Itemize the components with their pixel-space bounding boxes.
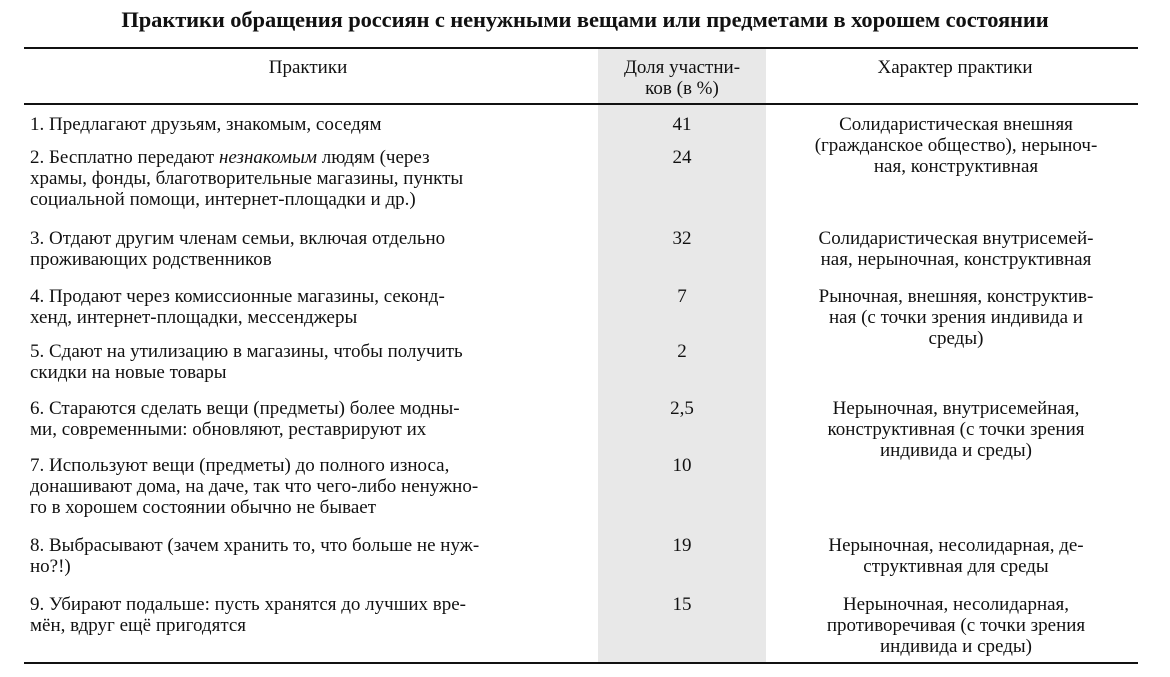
character-line: Рыночная, внешняя, конструктив- — [818, 286, 1094, 307]
practice-line: 9. Убирают подальше: пусть хранятся до лучших вре- — [30, 594, 466, 615]
character-line: (гражданское общество), нерыноч- — [814, 135, 1098, 156]
practice-line: донашивают дома, на даче, так что чего-либо ненужно- — [30, 476, 479, 497]
practice-line: но?!) — [30, 556, 71, 577]
character-line: противоречивая (с точки зрения — [826, 615, 1086, 636]
header-character: Характер практики — [877, 57, 1033, 78]
character-line: Нерыночная, несолидарная, де- — [828, 535, 1084, 556]
table-title: Практики обращения россиян с ненужными вещами или предметами в хорошем состоянии — [121, 7, 1049, 32]
practice-line: 5. Сдают на утилизацию в магазины, чтобы получить — [30, 341, 463, 362]
practice-line: ми, современными: обновляют, реставрируют их — [30, 419, 427, 440]
practice-cell — [30, 147, 595, 210]
practice-line: го в хорошем состоянии обычно не бывает — [30, 497, 377, 518]
share-cell: 41 — [672, 114, 692, 135]
share-cell: 2 — [677, 341, 687, 362]
share-cell: 24 — [672, 147, 692, 168]
practice-cell — [30, 228, 595, 270]
header-rule — [24, 103, 1138, 105]
character-line: среды) — [928, 328, 984, 349]
header-share-line: Доля участни- — [623, 57, 741, 78]
character-cell — [770, 398, 1142, 461]
character-cell — [770, 286, 1142, 349]
top-rule — [24, 47, 1138, 49]
character-line: Нерыночная, несолидарная, — [842, 594, 1070, 615]
share-cell: 7 — [677, 286, 687, 307]
character-line: Нерыночная, внутрисемейная, — [832, 398, 1080, 419]
practice-line: 4. Продают через комиссионные магазины, секонд- — [30, 286, 445, 307]
share-cell: 10 — [672, 455, 692, 476]
practice-cell — [30, 594, 595, 636]
share-cell: 15 — [672, 594, 692, 615]
character-line: конструктивная (с точки зрения — [827, 419, 1085, 440]
share-cell: 2,5 — [670, 398, 694, 419]
bottom-rule — [24, 662, 1138, 664]
character-line: индивида и среды) — [880, 636, 1032, 657]
practice-line: храмы, фонды, благотворительные магазины, пункты — [30, 168, 464, 189]
character-line: Солидаристическая внешняя — [839, 114, 1073, 135]
practice-text: 2. Бесплатно передают — [30, 147, 219, 168]
practice-cell — [30, 455, 595, 518]
character-cell — [770, 594, 1142, 657]
practice-line: хенд, интернет-площадки, мессенджеры — [30, 307, 358, 328]
character-line: Солидаристическая внутрисемей- — [818, 228, 1094, 249]
practice-line: скидки на новые товары — [30, 362, 227, 383]
character-line: ная, конструктивная — [873, 156, 1039, 177]
character-cell — [770, 535, 1142, 577]
character-cell — [770, 114, 1142, 177]
practice-cell — [30, 398, 595, 440]
practice-line — [30, 147, 595, 168]
practice-cell — [30, 286, 595, 328]
share-cell: 32 — [672, 228, 692, 249]
character-cell — [770, 228, 1142, 270]
character-line: ная (с точки зрения индивида и — [829, 307, 1083, 328]
header-practices: Практики — [268, 57, 348, 78]
practice-line: мён, вдруг ещё пригодятся — [30, 615, 247, 636]
practice-cell — [30, 535, 595, 577]
practice-line: 7. Используют вещи (предметы) до полного износа, — [30, 455, 450, 476]
practice-cell — [30, 114, 595, 135]
practice-text: людям (через — [316, 147, 430, 168]
practice-line: 8. Выбрасывают (зачем хранить то, что больше не нуж- — [30, 535, 480, 556]
practice-cell — [30, 341, 595, 383]
share-cell: 19 — [672, 535, 692, 556]
character-line: индивида и среды) — [880, 440, 1032, 461]
character-line: ная, нерыночная, конструктивная — [820, 249, 1092, 270]
practice-line: проживающих родственников — [30, 249, 272, 270]
practice-line: 6. Стараются сделать вещи (предметы) более модны- — [30, 398, 460, 419]
header-share-line: ков (в %) — [645, 78, 719, 99]
practice-line: 3. Отдают другим членам семьи, включая отдельно — [30, 228, 446, 249]
character-line: структивная для среды — [863, 556, 1049, 577]
practice-line: социальной помощи, интернет-площадки и др.) — [30, 189, 416, 210]
practice-emphasis: незнакомым — [218, 147, 317, 168]
practice-line: 1. Предлагают друзьям, знакомым, соседям — [30, 114, 382, 135]
header-share — [598, 57, 766, 99]
